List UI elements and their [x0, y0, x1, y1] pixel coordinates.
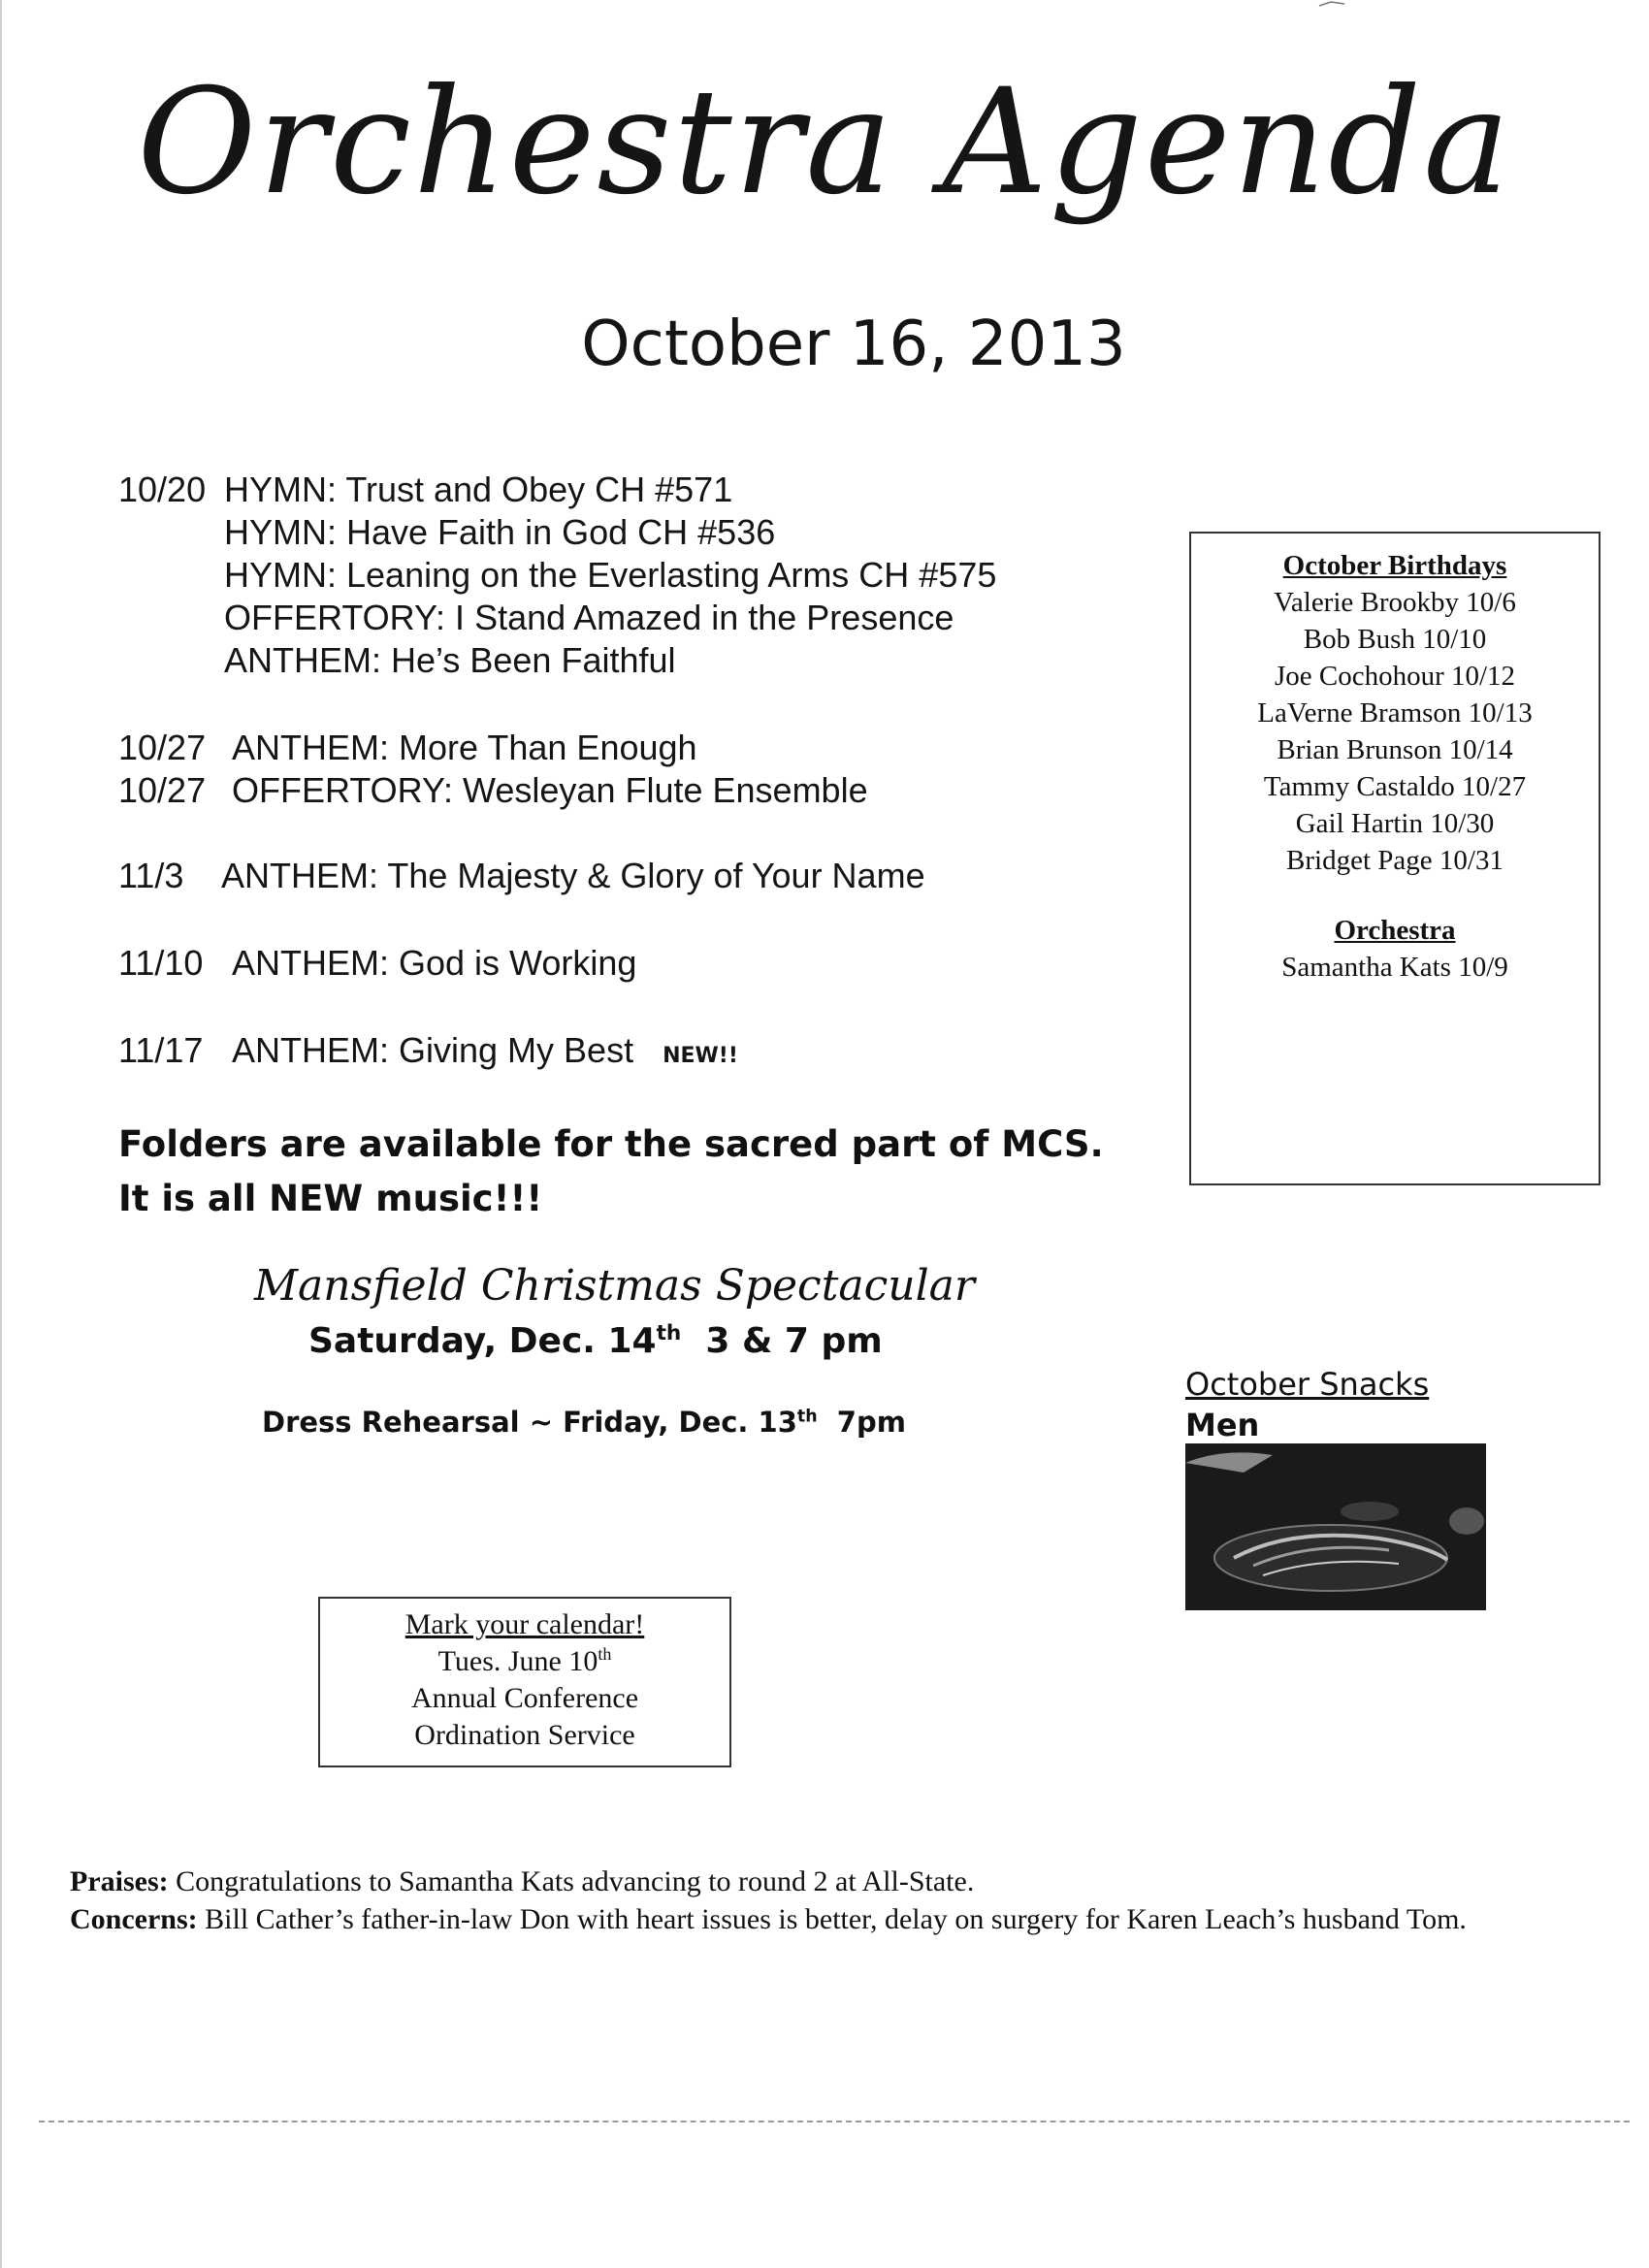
snack-photo [1185, 1443, 1486, 1610]
birthday-entry: Bridget Page 10/31 [1286, 845, 1504, 876]
calendar-event: Annual Conference [410, 1682, 639, 1714]
birthday-entry: Tammy Castaldo 10/27 [1263, 771, 1527, 802]
calendar-date-text: Tues. June 10 [437, 1645, 598, 1677]
orchestra-heading: Orchestra [1334, 915, 1456, 946]
agenda-item [232, 1030, 738, 1071]
agenda-date-1027: 10/27 [118, 728, 207, 767]
calendar-event: Ordination Service [414, 1719, 635, 1751]
spectacular-schedule [308, 1321, 883, 1361]
scan-mark [1317, 0, 1346, 8]
concerns-line [70, 1900, 1583, 1938]
agenda-item: ANTHEM: God is Working [232, 943, 637, 983]
scan-divider [39, 2121, 1630, 2122]
birthdays-heading: October Birthdays [1282, 550, 1507, 581]
agenda-item: HYMN: Trust and Obey CH #571 [224, 470, 733, 509]
agenda-date-113: 11/3 [118, 856, 184, 895]
agenda-date-1020: 10/20 [118, 470, 207, 509]
snacks-heading: October Snacks [1185, 1366, 1430, 1403]
spectacular-date-suffix: th [656, 1321, 682, 1345]
birthday-entry: Joe Cochohour 10/12 [1274, 661, 1516, 692]
birthday-entry: LaVerne Bramson 10/13 [1257, 697, 1533, 729]
agenda-item: HYMN: Leaning on the Everlasting Arms CH #575 [224, 555, 997, 595]
agenda-item: OFFERTORY: Wesleyan Flute Ensemble [232, 770, 868, 810]
dress-rehearsal-time: 7pm [817, 1406, 906, 1439]
page-title: Orchestra Agenda [137, 58, 1512, 227]
new-badge: NEW!! [663, 1044, 738, 1068]
calendar-date [320, 1643, 729, 1680]
agenda-date-1027: 10/27 [118, 770, 207, 810]
agenda-item: HYMN: Have Faith in God CH #536 [224, 512, 776, 552]
dress-rehearsal-date: Dress Rehearsal ~ Friday, Dec. 13 [262, 1406, 797, 1439]
praises-label: Praises: [70, 1865, 169, 1897]
praises-concerns [70, 1863, 1583, 1938]
snacks-assignee: Men [1185, 1407, 1260, 1443]
praises-line [70, 1863, 1583, 1900]
birthday-entry: Gail Hartin 10/30 [1295, 808, 1495, 839]
agenda-date-1110: 11/10 [118, 943, 204, 983]
orchestra-birthday-entry: Samantha Kats 10/9 [1281, 952, 1508, 983]
calendar-box [318, 1597, 731, 1767]
spectacular-title: Mansfield Christmas Spectacular [254, 1261, 975, 1311]
birthday-entry: Bob Bush 10/10 [1303, 624, 1487, 655]
agenda-item: ANTHEM: The Majesty & Glory of Your Name [221, 856, 925, 895]
spectacular-times: 3 & 7 pm [681, 1321, 883, 1361]
calendar-heading: Mark your calendar! [404, 1608, 645, 1640]
folders-announcement: Folders are available for the sacred part of MCS. [118, 1123, 1104, 1165]
praises-text: Congratulations to Samantha Kats advancing to round 2 at All-State. [168, 1865, 975, 1897]
spectacular-date: Saturday, Dec. 14 [308, 1321, 657, 1361]
dress-rehearsal-date-suffix: th [796, 1407, 818, 1427]
birthday-entry: Valerie Brookby 10/6 [1274, 587, 1516, 618]
birthdays-box [1189, 532, 1600, 1185]
calendar-date-suffix: th [598, 1644, 612, 1664]
agenda-item: ANTHEM: More Than Enough [232, 728, 697, 767]
agenda-item: ANTHEM: He’s Been Faithful [224, 640, 676, 680]
concerns-label: Concerns: [70, 1903, 198, 1935]
concerns-text: Bill Cather’s father-in-law Don with heart issues is better, delay on surgery for Karen Leach’s husband Tom. [197, 1903, 1467, 1935]
agenda-item-text: ANTHEM: Giving My Best [232, 1030, 634, 1070]
agenda-item: OFFERTORY: I Stand Amazed in the Presence [224, 598, 954, 637]
new-music-announcement: It is all NEW music!!! [118, 1178, 543, 1219]
agenda-date-1117: 11/17 [118, 1030, 204, 1070]
dress-rehearsal [262, 1406, 906, 1439]
agenda-date: October 16, 2013 [581, 308, 1126, 380]
birthday-entry: Brian Brunson 10/14 [1277, 734, 1513, 765]
